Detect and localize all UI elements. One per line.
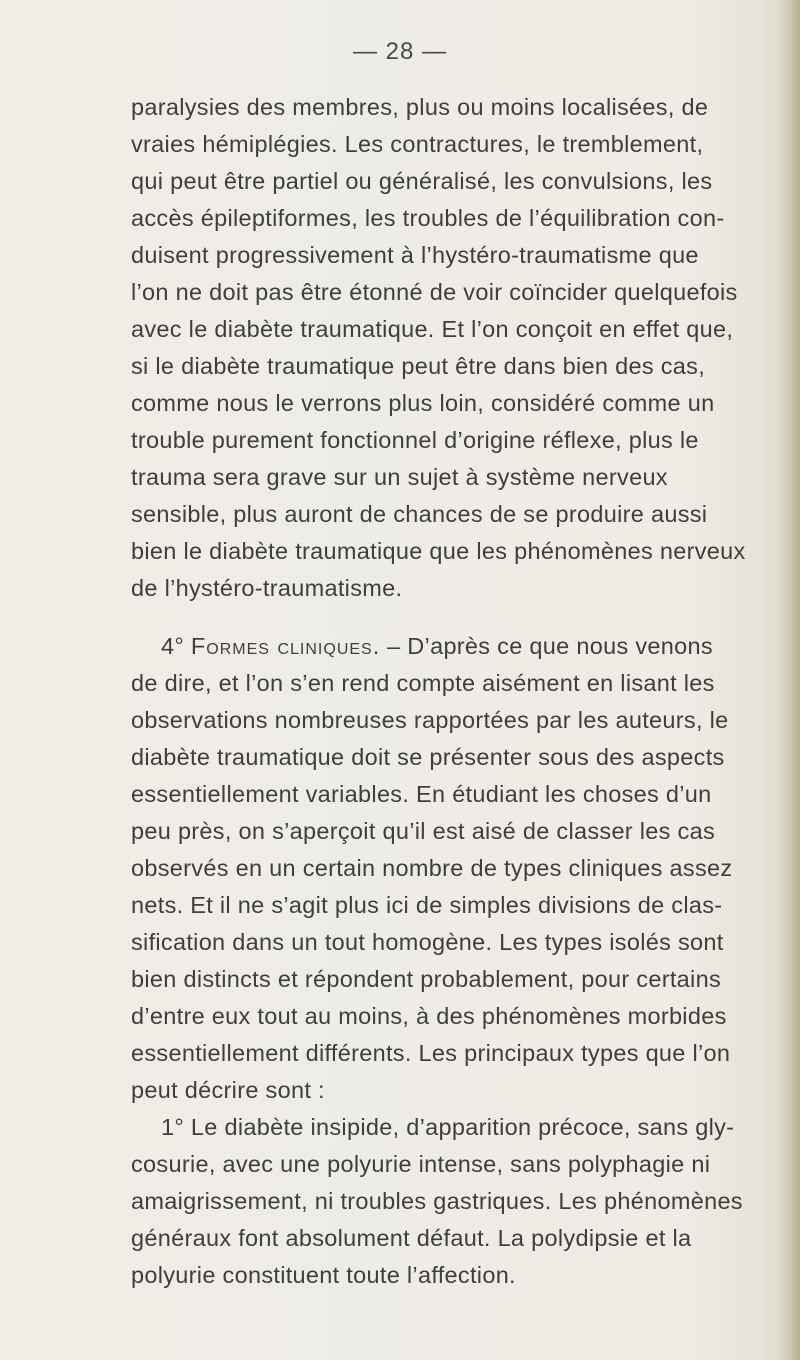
- text-line: sification dans un tout homogène. Les types isolés sont: [131, 929, 724, 955]
- text-line: vraies hémiplégies. Les contractures, le tremblement,: [131, 131, 704, 157]
- text-line: d’entre eux tout au moins, à des phénomènes morbides: [131, 1003, 727, 1029]
- text-line: sensible, plus auront de chances de se produire aussi: [131, 501, 708, 527]
- text-line: de l’hystéro-traumatisme.: [131, 575, 403, 601]
- text-line: peu près, on s’aperçoit qu’il est aisé de classer les cas: [131, 818, 716, 844]
- text-line: qui peut être partiel ou généralisé, les convulsions, les: [131, 168, 713, 194]
- text-line: accès épileptiformes, les troubles de l’équilibration con-: [131, 205, 725, 231]
- text-line: polyurie constituent toute l’affection.: [131, 1262, 516, 1288]
- text-line: peut décrire sont :: [131, 1077, 325, 1103]
- text-line: paralysies des membres, plus ou moins localisées, de: [131, 94, 709, 120]
- text-line: bien le diabète traumatique que les phénomènes nerveux: [131, 538, 746, 564]
- text-line: de dire, et l’on s’en rend compte aisément en lisant les: [131, 670, 715, 696]
- text-line: – D’après ce que nous venons: [380, 633, 713, 659]
- text-line: comme nous le verrons plus loin, considéré comme un: [131, 390, 715, 416]
- page-number: — 28 —: [352, 38, 448, 65]
- text-line: duisent progressivement à l’hystéro-traumatisme que: [131, 242, 699, 268]
- text-line: bien distincts et répondent probablement, pour certains: [131, 966, 721, 992]
- text-line: amaigrissement, ni troubles gastriques. Les phénomènes: [131, 1188, 743, 1214]
- text-line: observations nombreuses rapportées par les auteurs, le: [131, 707, 729, 733]
- text-line: cosurie, avec une polyurie intense, sans polyphagie ni: [131, 1151, 711, 1177]
- text-line: trouble purement fonctionnel d’origine réflexe, plus le: [131, 427, 699, 453]
- text-line: trauma sera grave sur un sujet à système nerveux: [131, 464, 668, 490]
- text-line: essentiellement différents. Les principaux types que l’on: [131, 1040, 731, 1066]
- text-line: nets. Et il ne s’agit plus ici de simples divisions de clas-: [131, 892, 723, 918]
- text-line: 1° Le diabète insipide, d’apparition précoce, sans gly-: [161, 1114, 735, 1140]
- section-heading-line: [161, 633, 713, 660]
- text-line: observés en un certain nombre de types cliniques assez: [131, 855, 733, 881]
- section-heading: Formes cliniques.: [190, 633, 381, 659]
- text-line: avec le diabète traumatique. Et l’on conçoit en effet que,: [131, 316, 734, 342]
- text-line: généraux font absolument défaut. La polydipsie et la: [131, 1225, 692, 1251]
- text-line: si le diabète traumatique peut être dans bien des cas,: [131, 353, 706, 379]
- text-line: l’on ne doit pas être étonné de voir coïncider quelquefois: [131, 279, 738, 305]
- section-number: 4°: [161, 633, 185, 659]
- text-line: diabète traumatique doit se présenter sous des aspects: [131, 744, 725, 770]
- text-line: essentiellement variables. En étudiant les choses d’un: [131, 781, 712, 807]
- page-edge-shadow: [778, 0, 800, 1360]
